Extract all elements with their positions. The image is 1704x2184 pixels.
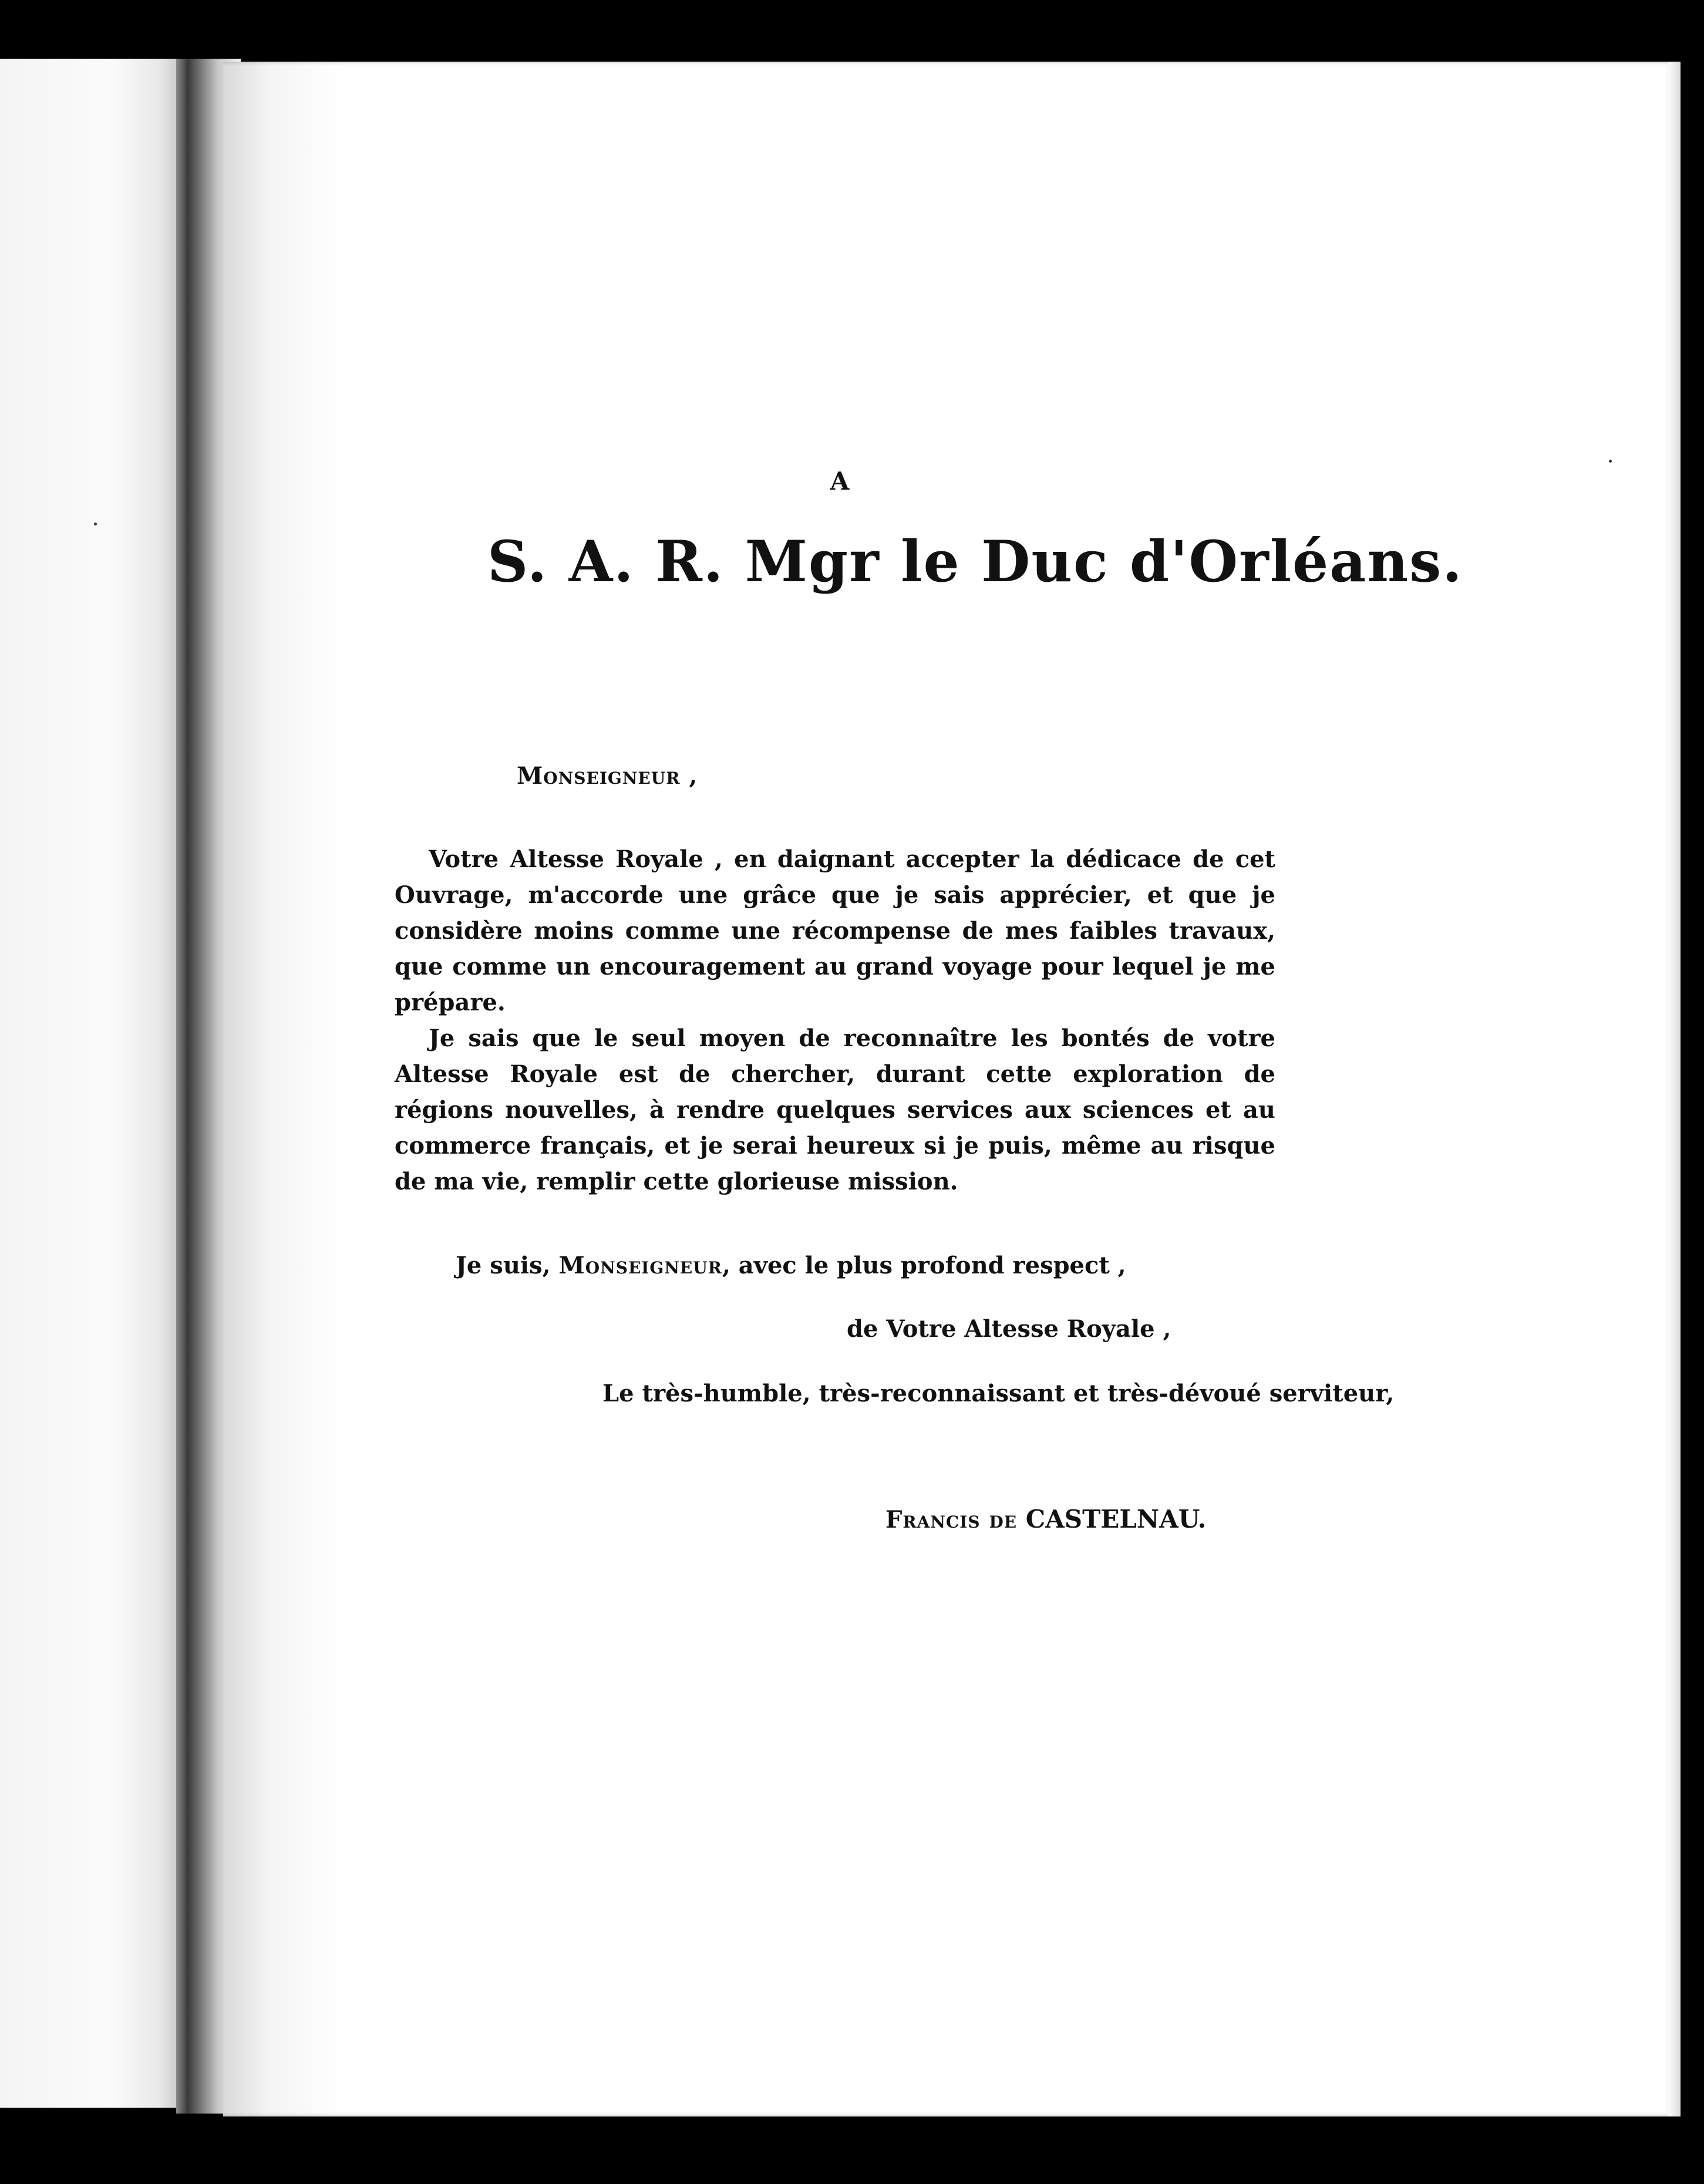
closing-line-1 [456,1252,1126,1279]
closing-end: , avec le plus profond respect , [722,1252,1126,1279]
signature [885,1505,1206,1533]
paper-speck [1609,460,1612,463]
facing-page [0,59,188,2108]
page-edge [1668,62,1681,2116]
paragraph-1: Votre Altesse Royale , en daignant accepter la dédicace de cet Ouvrage, m'accorde une grâce que je sais apprécier, et que je considère moins comme une récompense de mes faibles travaux, que comme un encouragement au grand voyage pour lequel je me prépare. [395,845,1275,1016]
signature-family-name: CASTELNAU. [1025,1505,1207,1533]
paper-speck [94,523,97,525]
signature-given-name: Francis de [885,1506,1018,1533]
closing-line-2: de Votre Altesse Royale , [847,1315,1171,1343]
paragraph-2: Je sais que le seul moyen de reconnaître les bontés de votre Altesse Royale est de chercher, durant cette exploration de régions nouvelles, à rendre quelques services aux sciences et au commerce français, et je serai heureux si je puis, même au risque de ma vie, remplir cette glorieuse mission. [395,1024,1275,1195]
salutation: Monseigneur , [517,762,698,790]
dedication-a: A [830,467,850,496]
closing-start: Je suis, [456,1252,551,1279]
dedicatee-title: S. A. R. Mgr le Duc d'Orléans. [487,528,1463,595]
closing-title: Monseigneur [558,1252,722,1279]
closing-line-3: Le très-humble, très-reconnaissant et très-dévoué serviteur, [602,1380,1395,1407]
